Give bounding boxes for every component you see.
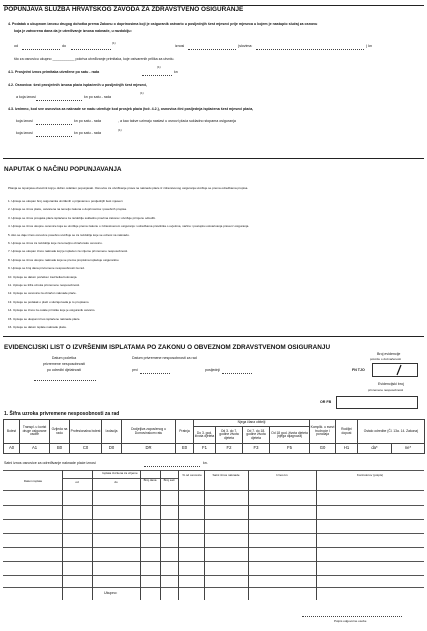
naputak-item: 11. Upisuje se šifra uzroka privremene nesposobnosti. [8, 284, 80, 287]
pay-col-line [316, 470, 317, 600]
prvi-field[interactable] [140, 373, 170, 374]
header-izolacija: Izolacija [102, 420, 122, 444]
potvrde-label: potvrde o doznačenosti [370, 357, 402, 361]
naputak-item: 8. Upisuje se iznos ukupne naknade koja se prema propisima isplaćuje osiguraniku. [8, 258, 120, 262]
do-field[interactable] [71, 49, 111, 50]
header-rodiljni: Rodiljni dopust [336, 420, 358, 444]
code-cell[interactable]: DR [122, 444, 176, 454]
section3-title: EVIDENCIJSKI LIST O IZVRŠENIM ISPLATAMA PO ZAKONU O OBVEZNOM ZDRAVSTVENOM OSIGURANJU [4, 344, 331, 351]
header-transplantacija: Transpl. u korist druge osigurane osobe [20, 420, 50, 444]
section1-title: POPUNJAVA SLUŽBA HRVATSKOG ZAVODA ZA ZDRAVSTVENO OSIGURANJE [4, 6, 244, 13]
sup-b: (1) [140, 91, 144, 95]
sup-a: (1) [157, 65, 161, 69]
ukupno-label: Ukupno: [104, 591, 118, 595]
item41-kn: kn [174, 70, 178, 74]
item43-line-c: kn po satu - rada [74, 119, 101, 123]
posljednji-label: posljednji [205, 368, 220, 372]
datum-pocetka-label: Datum početka [51, 356, 77, 360]
col-satni-header: Satni iznos naknade [212, 473, 240, 477]
item43-line-f: kn po satu - rada [74, 131, 101, 135]
pay-row-rule [3, 561, 424, 562]
section2-bottom-rule [3, 336, 424, 337]
sifra-table [3, 419, 425, 454]
code-cell[interactable]: G0 [310, 444, 336, 454]
item42-line-a: 4.2. Osnovica: šest prosječnih iznosa plaća isplaćenih u posljednjih šest mjeseci, [8, 83, 148, 87]
naputak-item: 7. Upisuje se ukupan iznos naknade koji je isplaćen za vrijeme privremene nesposobnosti. [8, 250, 128, 254]
col-kontrola-header: Kontrolorov (potpis) [356, 473, 384, 477]
col-pct-header: % od osnovice [182, 473, 202, 477]
header-njega-do3: Do 3. god. života djeteta [194, 427, 216, 444]
pay-col-line [92, 470, 93, 600]
pay-row-rule [3, 547, 424, 548]
item42-line-b: a koja iznosi [16, 95, 36, 99]
naputak-item: 6. Upisuje se iznos za razdoblje koje za temeljnu obračunsku osnovicu. [8, 242, 103, 245]
header-pratnja: Pratnja [176, 420, 194, 444]
code-cell[interactable]: A1 [20, 444, 50, 454]
code-cell[interactable]: ne* [392, 444, 425, 454]
header-ozljeda: Ozljeda na radu [50, 420, 70, 444]
header-bolest: Bolest [4, 420, 20, 444]
item43-line-b: koja iznosi [16, 119, 33, 123]
section1-bottom-rule [3, 158, 424, 159]
item41-label: 4.1. Prosječni iznos primitaka utvrđene po satu - rada [8, 70, 100, 74]
datum-pocetka-field[interactable] [34, 380, 96, 381]
code-cell[interactable]: H1 [336, 444, 358, 454]
prvi-label: prvi [132, 368, 138, 372]
naputak-item: 10. Upisuje se datum početka i završetka bolovanja. [8, 275, 78, 279]
item43-field-2[interactable] [36, 136, 72, 137]
code-cell[interactable]: F3 [243, 444, 270, 454]
privremene-label: privremene nesposobnosti [42, 362, 86, 366]
code-cell[interactable]: D0 [102, 444, 122, 454]
pay-row-rule [3, 490, 424, 491]
pay-group-header: Isplata izvršena za vrijeme [102, 471, 138, 475]
header-njega-7do18: Od 7. do 18. godine života djeteta [243, 427, 270, 444]
pay-col-line [62, 470, 63, 600]
do-label: do [62, 44, 66, 48]
naputak-item: 14. Upisuje se iznos za ostale primitke koje je osiguranik ostvario. [8, 309, 96, 313]
potpis-line[interactable] [302, 616, 402, 617]
datum-prestanka-label: Datum privremene nesposobnosti za rad [132, 356, 197, 360]
sifra-title: 1. Šifra uzroka privremene nesposobnosti za rad [4, 411, 120, 417]
od-field[interactable] [22, 49, 60, 50]
item42-field[interactable] [36, 100, 82, 101]
header-njega-3do7: Od 3. do 7. godine života djeteta [216, 427, 243, 444]
satni-field[interactable] [144, 466, 200, 467]
broj-evidencije-box[interactable] [372, 363, 418, 377]
code-cell[interactable]: da* [358, 444, 392, 454]
col-od-header: od [75, 480, 79, 484]
naputak-item: 4. Upisuje se iznos ukupne osnovice koja se utvrđuje prema zakonu o zdravstvenom osiguranju i odredbama pravilnika o uvjetima, načinu i postupku ostvarivanja prava iz osiguranja. [8, 225, 250, 229]
pay-col-line [248, 470, 249, 600]
header-profesionalna: Profesionalna bolest [70, 420, 102, 444]
privrem-label: privremene nesposobnosti [368, 388, 404, 392]
section2-title: NAPUTAK O NAČINU POPUNJAVANJA [4, 166, 122, 173]
evidencijski-broj-label: Evidencijski broj [378, 382, 404, 386]
item43-line-e: koja iznosi [16, 131, 33, 135]
item4-line3: što za osnovicu ukupno ___________ pokriva utvrđivanje primitaka, koje ostvarenih prilika za utvrdu. [14, 57, 175, 61]
broj-evidencije-label: Broj evidencije [377, 352, 401, 356]
pay-col-line [160, 470, 161, 600]
code-row [4, 444, 425, 454]
code-cell[interactable]: E0 [176, 444, 194, 454]
col-do-header: do [114, 480, 118, 484]
code-cell[interactable]: F5 [270, 444, 310, 454]
fnto-label: FN TJO [352, 368, 365, 372]
col-sati-header: Broj sati [163, 478, 175, 482]
col-dana-header: Broj dana [143, 478, 157, 482]
evidencijski-broj-box[interactable] [336, 396, 418, 409]
section2-intro: Pitanja se ispunjava obveznik koji je dužan ovlašten popunjavati. Osnovice za utvrđivanje prava na naknadu plaće iz zdravstvenog osiguranja utvrđuje se prema odredbama propisa. [8, 186, 249, 190]
item43-line-d: , a kao takve uzimaju nastavi u osnovi plaća sukladno stopama osiguranja [118, 119, 236, 123]
pay-col-line [178, 470, 179, 600]
col-datum-header: Datum isplate [23, 479, 43, 483]
item43-field-1[interactable] [36, 124, 72, 125]
naputak-item: 3. Upisuje se iznos prosjeka plaće isplaćena za razdoblje sukladno pravima zakona i utvrđuje primjenu odredbi. [8, 216, 156, 220]
od-label: od [14, 44, 18, 48]
header-ostalo: Ostalo odredbe (Čl. 13a. 14. Zakona) [358, 420, 425, 444]
naputak-item: 9. Upisuje se broj dana privremene nesposobnosti za rad. [8, 267, 85, 271]
pay-col-line [140, 470, 141, 600]
orfb-label: OR FB [320, 400, 332, 404]
iznosi-label: iznosi [175, 44, 185, 48]
slovima-field[interactable] [256, 49, 364, 50]
pay-row-rule [3, 575, 424, 576]
naputak-item: 5. Ako se daje iznos osnovice posebno utvrđuje se za razdoblje koje se odnosi na naknadu. [8, 233, 130, 237]
header-njega: Njega člana obitelji [194, 420, 310, 427]
item4-line1: 4. Podatak o ukupnom iznosu drugog dohotka prema Zakonu o doprinosima koji je osiguranik ostvario u posljednjih šest mjeseci prije mjeseca u kojem je nastupio slučaj za osnovu [8, 22, 318, 26]
pay-row-rule [3, 587, 424, 588]
pay-row-rule [3, 533, 424, 534]
pay-top-rule [3, 470, 424, 471]
potpis-label: Potpis odgovorne osobe [334, 619, 367, 623]
code-cell[interactable]: F1 [194, 444, 216, 454]
code-cell[interactable]: B0 [50, 444, 70, 454]
item4-line2: koja je zatvorena dana da je utvrđivanje iznosa naknade, u razdoblju: [14, 29, 132, 33]
item41-field[interactable] [142, 75, 172, 76]
item43-line-a: 4.3. Iznimno, kod sve osnovica za naknade se nadu utvrđuje kod prosjek plaća (toč. 4.2.), osnovica čini posljednja isplaćena šest mjeseci plaća, [8, 107, 254, 111]
code-cell[interactable]: C0 [70, 444, 102, 454]
kn-label: ) kn [366, 44, 372, 48]
naputak-item: 13. Upisuje se podatak o plaći u slučaju kada je to propisano. [8, 300, 90, 304]
satni-kn: kn. [203, 461, 208, 465]
pay-row-rule [3, 505, 424, 506]
sup-c: (1) [118, 128, 122, 132]
satni-label: Satni iznos osnovice za određivanje naknade plaće iznosi [4, 461, 96, 465]
slash-separator-icon [373, 364, 417, 376]
naputak-item: 1. Upisuje se ukupan broj osiguranika utvrđenih u prijavama u posljednjih šest mjeseci. [8, 200, 124, 203]
naputak-item: 15. Upisuje se ukupan iznos isplaćene naknade plaće. [8, 317, 81, 321]
header-domovinski: Dodjeljiva zaposlenog u Domovinskom ratu [122, 420, 176, 444]
naputak-item: 16. Upisuje se datum isplate naknade plaće. [8, 326, 67, 329]
header-komplikacije: Komplik. u svezi trudnoće i porođaja [310, 420, 336, 444]
code-cell[interactable]: A0 [4, 444, 20, 454]
po-odredbi-label: po odredbi djelatnosti [46, 368, 82, 372]
naputak-item: 12. Upisuje se osnovica za obračun naknade plaće. [8, 292, 77, 296]
pay-row-rule [3, 519, 424, 520]
code-cell[interactable]: F2 [216, 444, 243, 454]
header-njega-od18: Od 18 god. života djeteta (njega dijagnoza) [270, 427, 310, 444]
item42-line-c: kn po satu - rada [84, 95, 111, 99]
posljednji-field[interactable] [222, 373, 252, 374]
year-sup: (1) [112, 41, 116, 45]
col-iznos-header: Iznos kn [276, 473, 288, 477]
naputak-item: 2. Upisuje se iznos plaće, ostvarena na temelju zakona o doprinosima i posebnih propisa. [8, 208, 127, 212]
pay-col-line [204, 470, 205, 600]
iznosi-field[interactable] [188, 49, 236, 50]
slovima-label: (slovima: [238, 44, 253, 48]
